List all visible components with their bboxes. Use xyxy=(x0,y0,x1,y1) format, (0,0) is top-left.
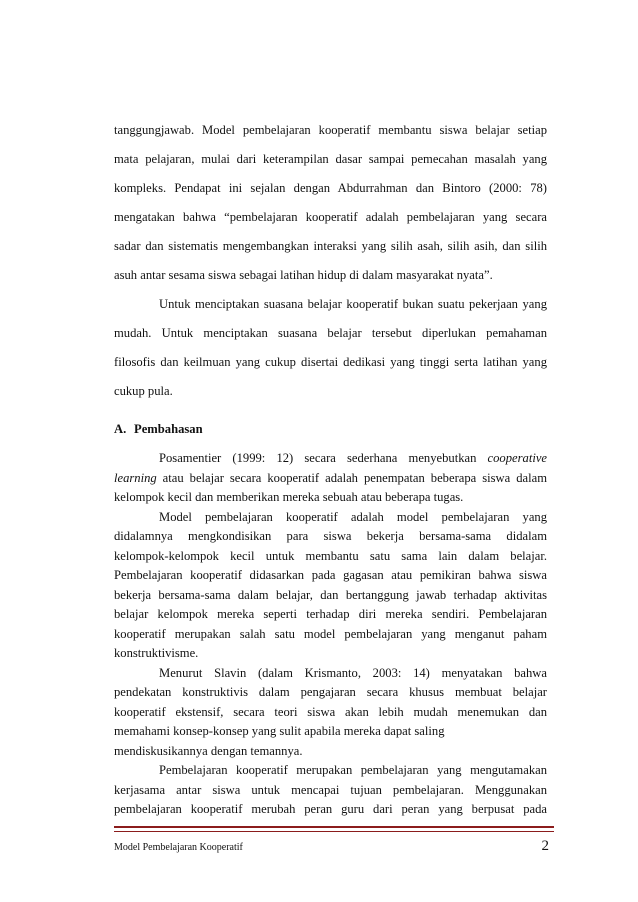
body-line: mudah. Untuk menciptakan suasana belajar tersebut diperlukan pemahaman xyxy=(114,326,547,340)
section-line: pendekatan konstruktivis dalam pengajaran secara khusus membuat belajar xyxy=(114,685,547,699)
text-span: atau belajar secara kooperatif adalah penempatan beberapa siswa dalam xyxy=(156,470,547,485)
footer-rule-thin xyxy=(114,831,554,832)
section-line: konstruktivisme. xyxy=(114,646,199,660)
section-line: pembelajaran kooperatif merubah peran guru dari peran yang berpusat pada xyxy=(114,802,547,816)
page-number: 2 xyxy=(541,838,549,854)
body-line: asuh antar sesama siswa sebagai latihan hidup di dalam masyarakat nyata”. xyxy=(114,268,493,282)
body-line: kompleks. Pendapat ini sejalan dengan Abdurrahman dan Bintoro (2000: 78) xyxy=(114,181,547,195)
body-line: tanggungjawab. Model pembelajaran kooperatif membantu siswa belajar setiap xyxy=(114,123,547,137)
section-line: memahami konsep-konsep yang sulit apabila mereka dapat saling xyxy=(114,724,445,738)
section-line: Pembelajaran kooperatif didasarkan pada gagasan atau pemikiran bahwa siswa xyxy=(114,568,547,582)
body-line: mengatakan bahwa “pembelajaran kooperatif adalah pembelajaran yang secara xyxy=(114,210,547,224)
italic-term: cooperative xyxy=(487,451,547,465)
footer-rule xyxy=(114,826,554,828)
section-title: Pembahasan xyxy=(134,422,203,436)
section-line: didalamnya mengkondisikan para siswa bekerja bersama-sama didalam xyxy=(114,529,547,543)
text-span: Posamentier (1999: 12) secara sederhana menyebutkan xyxy=(159,451,488,465)
body-line: mata pelajaran, mulai dari keterampilan dasar sampai pemecahan masalah yang xyxy=(114,152,547,166)
section-line: Menurut Slavin (dalam Krismanto, 2003: 14) menyatakan bahwa xyxy=(159,665,547,680)
section-number: A. xyxy=(114,422,127,436)
section-line xyxy=(159,451,547,466)
italic-term: learning xyxy=(114,470,157,485)
footer-title: Model Pembelajaran Kooperatif xyxy=(114,842,243,853)
section-line: belajar kelompok mereka seperti terhadap diri mereka sendiri. Pembelajaran xyxy=(114,607,547,621)
body-line: sadar dan sistematis mengembangkan interaksi yang silih asah, silih asih, dan silih xyxy=(114,239,547,253)
section-line: kerjasama antar siswa untuk mencapai tujuan pembelajaran. Menggunakan xyxy=(114,782,547,797)
body-line: cukup pula. xyxy=(114,384,173,398)
section-line: kooperatif ekstensif, secara teori siswa akan lebih mudah menemukan dan xyxy=(114,704,547,719)
section-heading xyxy=(114,422,203,437)
body-line: filosofis dan keilmuan yang cukup disertai dedikasi yang tinggi serta latihan yang xyxy=(114,355,547,369)
section-line xyxy=(114,471,547,486)
section-line: Pembelajaran kooperatif merupakan pembelajaran yang mengutamakan xyxy=(159,763,547,777)
body-line: Untuk menciptakan suasana belajar kooperatif bukan suatu pekerjaan yang xyxy=(159,297,547,311)
section-line: kelompok-kelompok kecil untuk membantu satu sama lain dalam belajar. xyxy=(114,548,547,563)
section-line: kooperatif merupakan salah satu model pembelajaran yang menganut paham xyxy=(114,626,547,641)
section-line: bekerja bersama-sama dalam belajar, dan bertanggung jawab terhadap aktivitas xyxy=(114,587,547,602)
section-line: Model pembelajaran kooperatif adalah model pembelajaran yang xyxy=(159,509,547,524)
section-line: kelompok kecil dan memberikan mereka sebuah atau beberapa tugas. xyxy=(114,490,464,504)
section-line: mendiskusikannya dengan temannya. xyxy=(114,743,303,758)
